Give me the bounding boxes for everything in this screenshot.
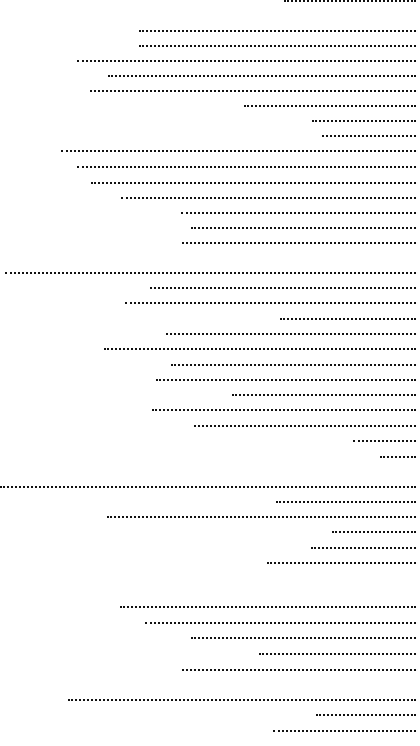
- dotted-rule-34: [311, 547, 416, 549]
- dotted-rule-33: [332, 531, 416, 533]
- dotted-rule-27: [194, 425, 416, 427]
- dotted-rule-13: [121, 197, 416, 199]
- dotted-rule-37: [145, 622, 416, 624]
- dotted-rule-24: [156, 379, 416, 381]
- dotted-rule-23: [171, 364, 416, 366]
- dotted-rule-30: [0, 486, 416, 488]
- dotted-rule-19: [125, 302, 416, 304]
- dotted-rule-9: [322, 135, 416, 137]
- dotted-rule-36: [120, 606, 416, 608]
- dotted-rule-17: [5, 272, 416, 274]
- dotted-rule-16: [182, 242, 416, 244]
- dotted-rule-32: [107, 516, 416, 518]
- dotted-rule-21: [166, 333, 416, 335]
- dotted-rule-20: [280, 318, 416, 320]
- dotted-rule-12: [91, 182, 416, 184]
- dotted-rule-5: [108, 75, 416, 77]
- dotted-rule-1: [284, 0, 416, 2]
- dotted-rule-14: [181, 212, 416, 214]
- dotted-rule-40: [182, 669, 416, 671]
- dotted-rule-15: [191, 227, 416, 229]
- dotted-rule-38: [191, 637, 416, 639]
- dotted-rule-11: [77, 166, 416, 168]
- dotted-rule-4: [77, 60, 416, 62]
- dotted-rule-2: [139, 30, 416, 32]
- dotted-rule-42: [316, 714, 416, 716]
- dotted-rule-18: [150, 287, 416, 289]
- dotted-rule-3: [139, 45, 416, 47]
- dotted-rule-29: [380, 456, 416, 458]
- dotted-rule-31: [276, 501, 416, 503]
- dotted-rule-43: [273, 730, 416, 732]
- dotted-rule-26: [152, 409, 416, 411]
- dotted-rule-41: [68, 699, 416, 701]
- dotted-rule-8: [312, 120, 416, 122]
- dotted-rule-7: [244, 105, 416, 107]
- dotted-rule-10: [61, 150, 416, 152]
- dotted-rule-39: [259, 653, 416, 655]
- dotted-rule-35: [267, 562, 416, 564]
- dotted-rule-25: [232, 394, 416, 396]
- dotted-rule-28: [353, 440, 416, 442]
- dotted-rule-22: [104, 348, 416, 350]
- dotted-rule-6: [90, 90, 416, 92]
